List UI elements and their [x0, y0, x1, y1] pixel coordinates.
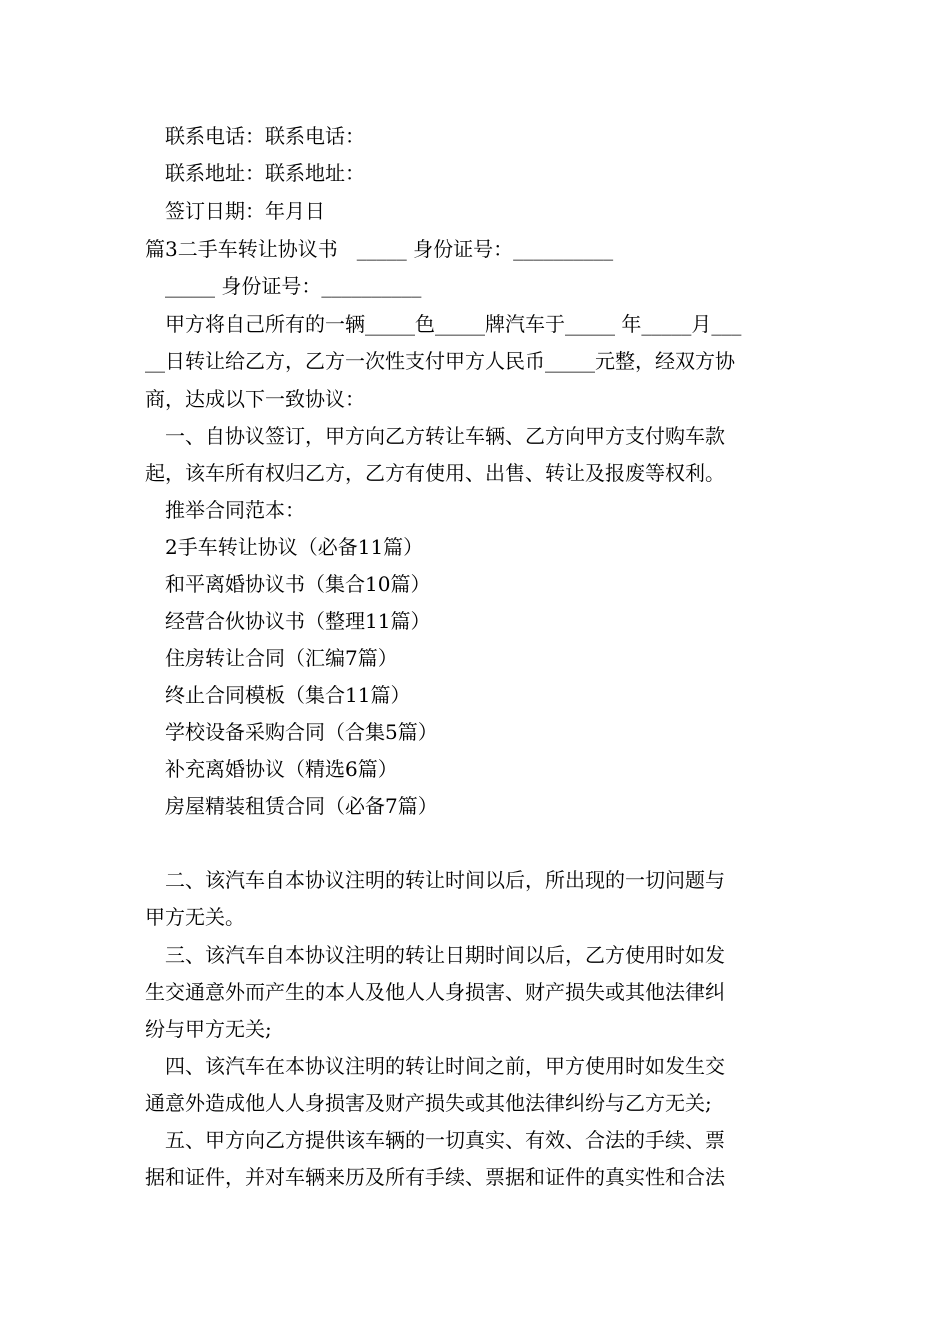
- clause-3-line: 三、该汽车自本协议注明的转让日期时间以后，乙方使用时如发: [165, 943, 725, 967]
- recommend-item[interactable]: 和平离婚协议书（集合10篇）: [165, 572, 431, 596]
- contact-phone: 联系电话：联系电话：: [165, 124, 365, 148]
- party-b-id: _____ 身份证号：__________: [165, 274, 422, 298]
- sign-date: 签订日期：年月日: [165, 199, 325, 223]
- intro-line: 甲方将自己所有的一辆_____色_____牌汽车于_____ 年_____月___: [165, 312, 742, 336]
- recommend-item[interactable]: 经营合伙协议书（整理11篇）: [165, 609, 431, 633]
- recommend-title: 推举合同范本：: [165, 498, 305, 522]
- contact-address: 联系地址：联系地址：: [165, 161, 365, 185]
- clause-4-line: 通意外造成他人人身损害及财产损失或其他法律纠纷与乙方无关;: [145, 1091, 712, 1115]
- clause-1-line: 起，该车所有权归乙方，乙方有使用、出售、转让及报废等权利。: [145, 461, 725, 485]
- recommend-item[interactable]: 房屋精装租赁合同（必备7篇）: [165, 794, 438, 818]
- recommend-item[interactable]: 终止合同模板（集合11篇）: [165, 683, 411, 707]
- intro-line: 商，达成以下一致协议：: [145, 387, 365, 411]
- clause-3-line: 生交通意外而产生的本人及他人人身损害、财产损失或其他法律纠: [145, 980, 725, 1004]
- clause-5-line: 据和证件，并对车辆来历及所有手续、票据和证件的真实性和合法: [145, 1165, 725, 1189]
- section-heading: 篇3二手车转让协议书 _____ 身份证号：__________: [145, 237, 614, 261]
- clause-2-line: 二、该汽车自本协议注明的转让时间以后，所出现的一切问题与: [165, 868, 725, 892]
- clause-2-line: 甲方无关。: [145, 905, 245, 929]
- recommend-item[interactable]: 学校设备采购合同（合集5篇）: [165, 720, 438, 744]
- intro-line: __日转让给乙方，乙方一次性支付甲方人民币_____元整，经双方协: [145, 349, 735, 373]
- clause-1-line: 一、自协议签订，甲方向乙方转让车辆、乙方向甲方支付购车款: [165, 424, 725, 448]
- clause-5-line: 五、甲方向乙方提供该车辆的一切真实、有效、合法的手续、票: [165, 1128, 725, 1152]
- clause-3-line: 纷与甲方无关;: [145, 1017, 272, 1041]
- recommend-item[interactable]: 住房转让合同（汇编7篇）: [165, 646, 398, 670]
- recommend-item[interactable]: 2手车转让协议（必备11篇）: [165, 535, 424, 559]
- recommend-item[interactable]: 补充离婚协议（精选6篇）: [165, 757, 398, 781]
- clause-4-line: 四、该汽车在本协议注明的转让时间之前，甲方使用时如发生交: [165, 1054, 725, 1078]
